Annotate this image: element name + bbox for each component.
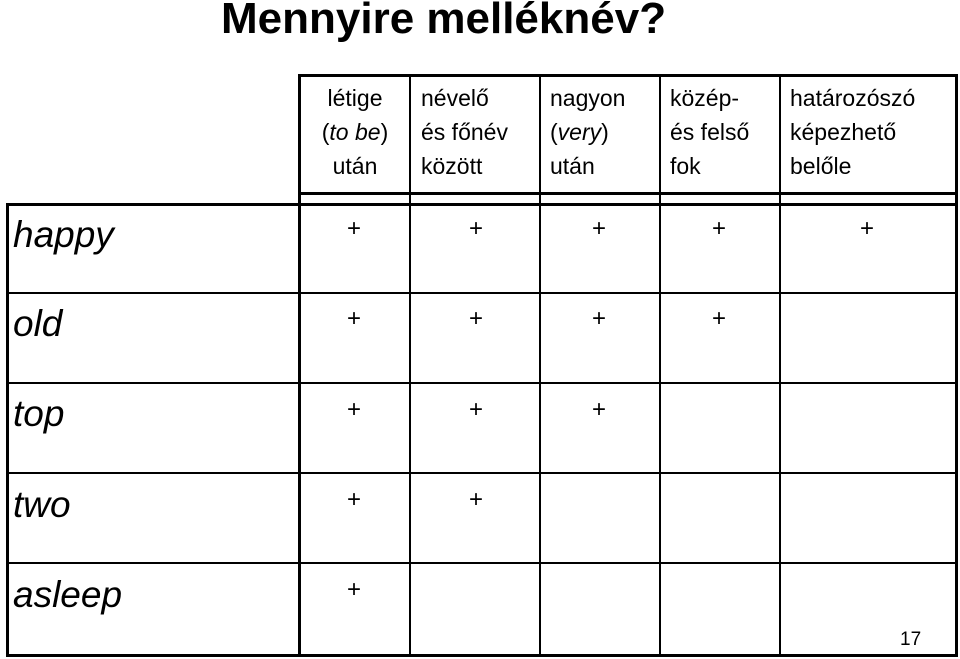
page-number: 17 bbox=[900, 629, 922, 650]
table-cell-mark: + bbox=[468, 215, 483, 242]
table-cell-mark: + bbox=[591, 305, 606, 332]
header-line: és főnév bbox=[421, 119, 508, 145]
column-header bbox=[550, 81, 625, 183]
column-header bbox=[421, 81, 508, 183]
grid-line bbox=[659, 74, 661, 657]
grid-line bbox=[6, 292, 958, 294]
header-line: nagyon bbox=[550, 85, 626, 111]
header-paren: ) bbox=[601, 119, 609, 145]
table-cell-mark: + bbox=[346, 576, 361, 603]
table-cell-mark: + bbox=[591, 396, 606, 423]
grid-line bbox=[539, 74, 541, 657]
header-line bbox=[301, 115, 409, 149]
header-line: névelő bbox=[421, 85, 489, 111]
header-line: után bbox=[550, 153, 595, 179]
header-line bbox=[550, 115, 625, 149]
column-header bbox=[301, 81, 409, 183]
column-header bbox=[790, 81, 915, 183]
header-line: fok bbox=[670, 153, 701, 179]
grid-line bbox=[779, 74, 781, 657]
table-cell-mark: + bbox=[468, 396, 483, 423]
grid-line bbox=[6, 654, 958, 657]
header-paren: ( bbox=[550, 119, 558, 145]
table-cell-mark: + bbox=[346, 396, 361, 423]
column-header bbox=[670, 81, 749, 183]
table-cell-mark: + bbox=[591, 215, 606, 242]
header-line: belőle bbox=[790, 153, 852, 179]
header-line: közép- bbox=[670, 85, 740, 111]
grid-line bbox=[6, 382, 958, 384]
row-label: asleep bbox=[13, 574, 123, 615]
header-line: határozószó bbox=[790, 85, 916, 111]
row-label: old bbox=[13, 303, 63, 344]
header-line: és felső bbox=[670, 119, 750, 145]
table-cell-mark: + bbox=[711, 305, 726, 332]
header-line: között bbox=[421, 153, 483, 179]
grid-line bbox=[955, 74, 958, 657]
table-cell-mark: + bbox=[346, 305, 361, 332]
header-line: képezhető bbox=[790, 119, 897, 145]
table-cell-mark: + bbox=[468, 305, 483, 332]
grid-line bbox=[6, 562, 958, 564]
grid-line bbox=[6, 203, 958, 206]
header-italic: to be bbox=[329, 119, 381, 145]
header-paren: ) bbox=[380, 119, 389, 145]
header-line: létige bbox=[327, 85, 383, 111]
header-italic: very bbox=[557, 119, 602, 145]
page-title: Mennyire melléknév? bbox=[221, 0, 667, 43]
table-cell-mark: + bbox=[346, 215, 361, 242]
table-cell-mark: + bbox=[859, 215, 874, 242]
grid-line bbox=[299, 192, 958, 195]
table-cell-mark: + bbox=[468, 486, 483, 513]
grid-line bbox=[6, 472, 958, 474]
header-paren: ( bbox=[321, 119, 330, 145]
row-label: top bbox=[13, 393, 65, 434]
table-cell-mark: + bbox=[346, 486, 361, 513]
grid-line bbox=[409, 74, 411, 657]
row-label: happy bbox=[13, 214, 114, 255]
grid-line bbox=[6, 203, 9, 657]
table-cell-mark: + bbox=[711, 215, 726, 242]
row-label: two bbox=[13, 484, 71, 525]
header-line: után bbox=[332, 153, 378, 179]
grid-line bbox=[299, 74, 958, 77]
